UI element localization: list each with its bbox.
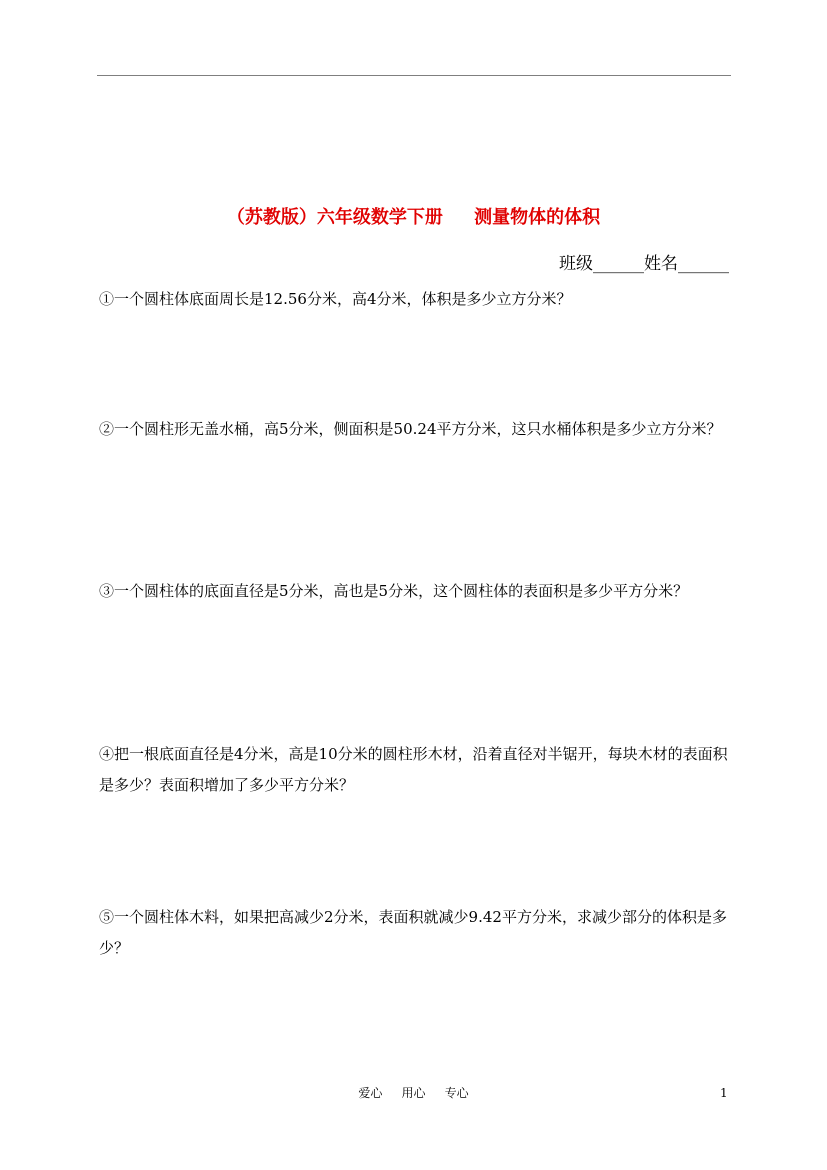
header-rule: [97, 75, 731, 76]
page-title: （苏教版）六年级数学下册 测量物体的体积: [226, 207, 601, 228]
class-name-line: 班级______姓名______: [559, 254, 729, 274]
question-4: ④把一根底面直径是4分米，高是10分米的圆柱形木材，沿着直径对半锯开，每块木材的表面积是多少？表面积增加了多少平方分米？: [99, 745, 728, 794]
question-2: ②一个圆柱形无盖水桶，高5分米，侧面积是50.24平方分米，这只水桶体积是多少立方分米？: [99, 420, 722, 438]
page-number: 1: [720, 1086, 728, 1100]
question-3: ③一个圆柱体的底面直径是5分米，高也是5分米，这个圆柱体的表面积是多少平方分米？: [99, 582, 689, 600]
question-1: ①一个圆柱体底面周长是12.56分米，高4分米，体积是多少立方分米？: [99, 290, 572, 308]
question-5: ⑤一个圆柱体木料，如果把高减少2分米，表面积就减少9.42平方分米，求减少部分的体积是多少？: [99, 908, 727, 957]
footer-motto: 爱心 用心 专心: [358, 1086, 469, 1100]
